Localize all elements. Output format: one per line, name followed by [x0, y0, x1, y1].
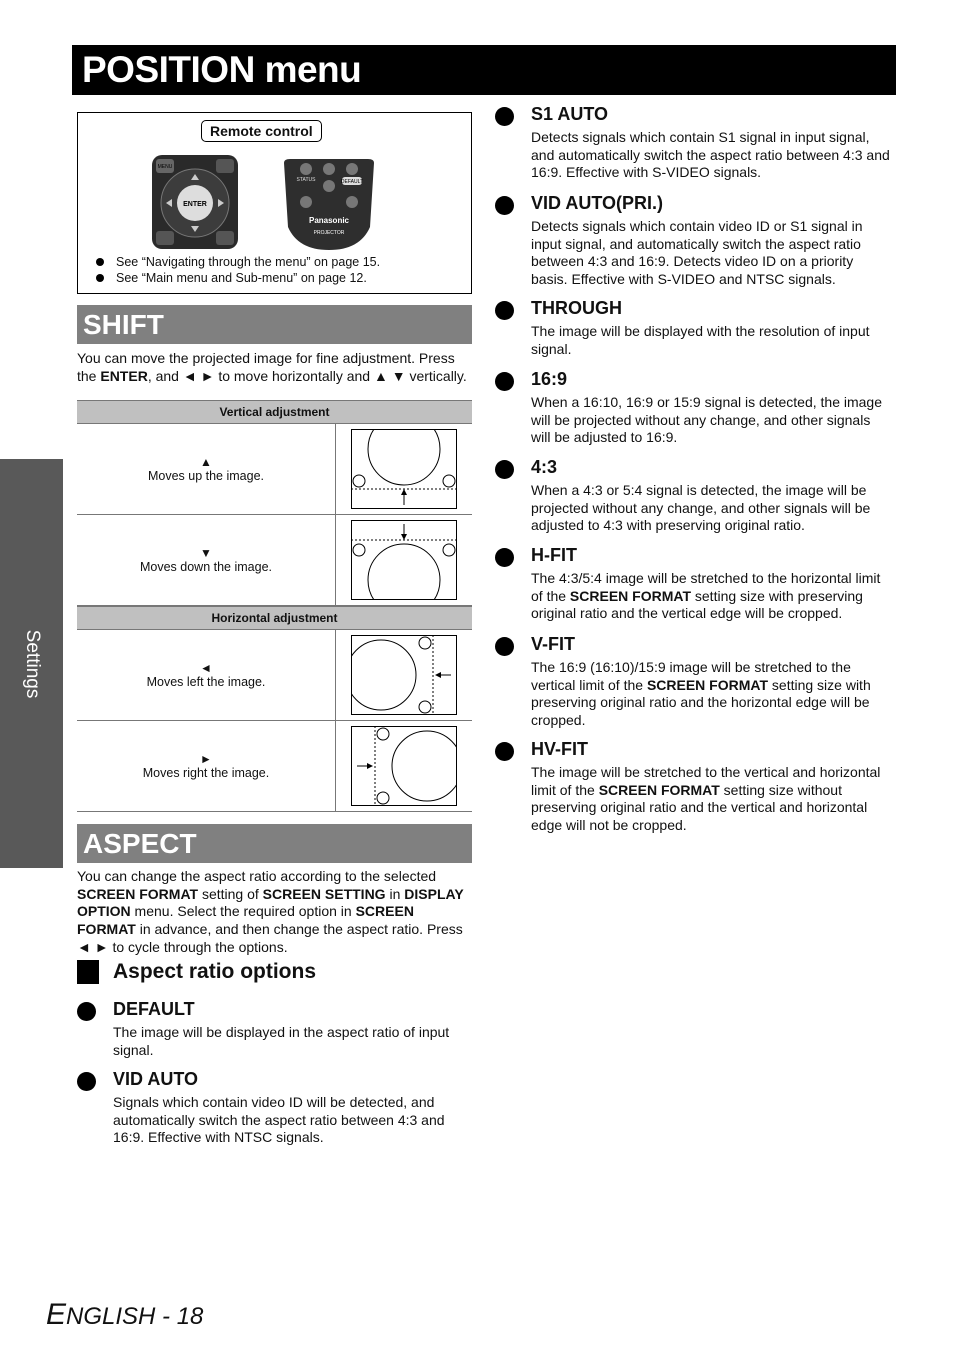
table-row: ► Moves right the image. [77, 721, 472, 812]
left-arrow-icon: ◄ [200, 661, 212, 675]
svg-text:DEFAULT: DEFAULT [340, 179, 364, 185]
section-header-shift: SHIFT [77, 305, 472, 344]
svg-text:MENU: MENU [157, 164, 173, 170]
remote-pad-illustration [150, 153, 240, 251]
svg-text:STATUS: STATUS [296, 177, 316, 183]
side-tab-settings [0, 459, 63, 868]
bullet-icon [495, 107, 514, 126]
bullet-icon [77, 1072, 96, 1091]
bullet-icon [495, 372, 514, 391]
aspect-intro: You can change the aspect ratio according to the selected SCREEN FORMAT setting of SCREEN SETTING in DISPLAY OPTION menu. Select the required option in SCREEN FORMAT in advance, and then change the aspect ratio. Press ◄ ► to cycle through the options. [77, 868, 464, 955]
table-row: ▼ Moves down the image. [77, 515, 472, 606]
remote-control-box [77, 112, 472, 294]
svg-text:PROJECTOR: PROJECTOR [313, 230, 345, 236]
svg-text:ENTER: ENTER [183, 201, 207, 208]
right-arrow-icon: ► [200, 752, 212, 766]
bullet-icon [495, 196, 514, 215]
bullet-icon [96, 258, 104, 266]
page-footer: ENGLISH - 18 [46, 1298, 204, 1331]
move-down-diagram [351, 520, 457, 600]
bullet-icon [495, 637, 514, 656]
svg-text:Panasonic: Panasonic [308, 216, 350, 225]
table-row: ◄ Moves left the image. [77, 630, 472, 721]
bullet-icon [495, 460, 514, 479]
remote-note: See “Main menu and Sub-menu” on page 12. [96, 270, 380, 286]
page-title-bar [72, 45, 896, 95]
down-arrow-icon: ▼ [200, 546, 212, 560]
table-row: ▲ Moves up the image. [77, 424, 472, 515]
remote-note: See “Navigating through the menu” on page 15. [96, 254, 380, 270]
move-right-diagram [351, 726, 457, 806]
shift-adjustment-table [77, 400, 472, 812]
remote-notes [96, 254, 380, 286]
move-left-diagram [351, 635, 457, 715]
bullet-icon [495, 301, 514, 320]
bullet-icon [495, 742, 514, 761]
aspect-ratio-options-heading: Aspect ratio options [77, 960, 316, 984]
shift-intro: You can move the projected image for fine adjustment. Press the ENTER, and ◄ ► to move horizontally and ▲ ▼ vertically. [77, 350, 467, 384]
remote-body-illustration [280, 157, 378, 252]
section-header-aspect: ASPECT [77, 824, 472, 863]
up-arrow-icon: ▲ [200, 455, 212, 469]
bullet-icon [495, 548, 514, 567]
move-up-diagram [351, 429, 457, 509]
square-bullet-icon [77, 960, 99, 984]
side-tab-label: Settings [21, 629, 43, 698]
horizontal-adjustment-header: Horizontal adjustment [77, 606, 472, 630]
page-title: POSITION menu [82, 49, 362, 90]
remote-control-label: Remote control [201, 120, 322, 142]
bullet-icon [77, 1002, 96, 1021]
vertical-adjustment-header: Vertical adjustment [77, 400, 472, 424]
bullet-icon [96, 274, 104, 282]
